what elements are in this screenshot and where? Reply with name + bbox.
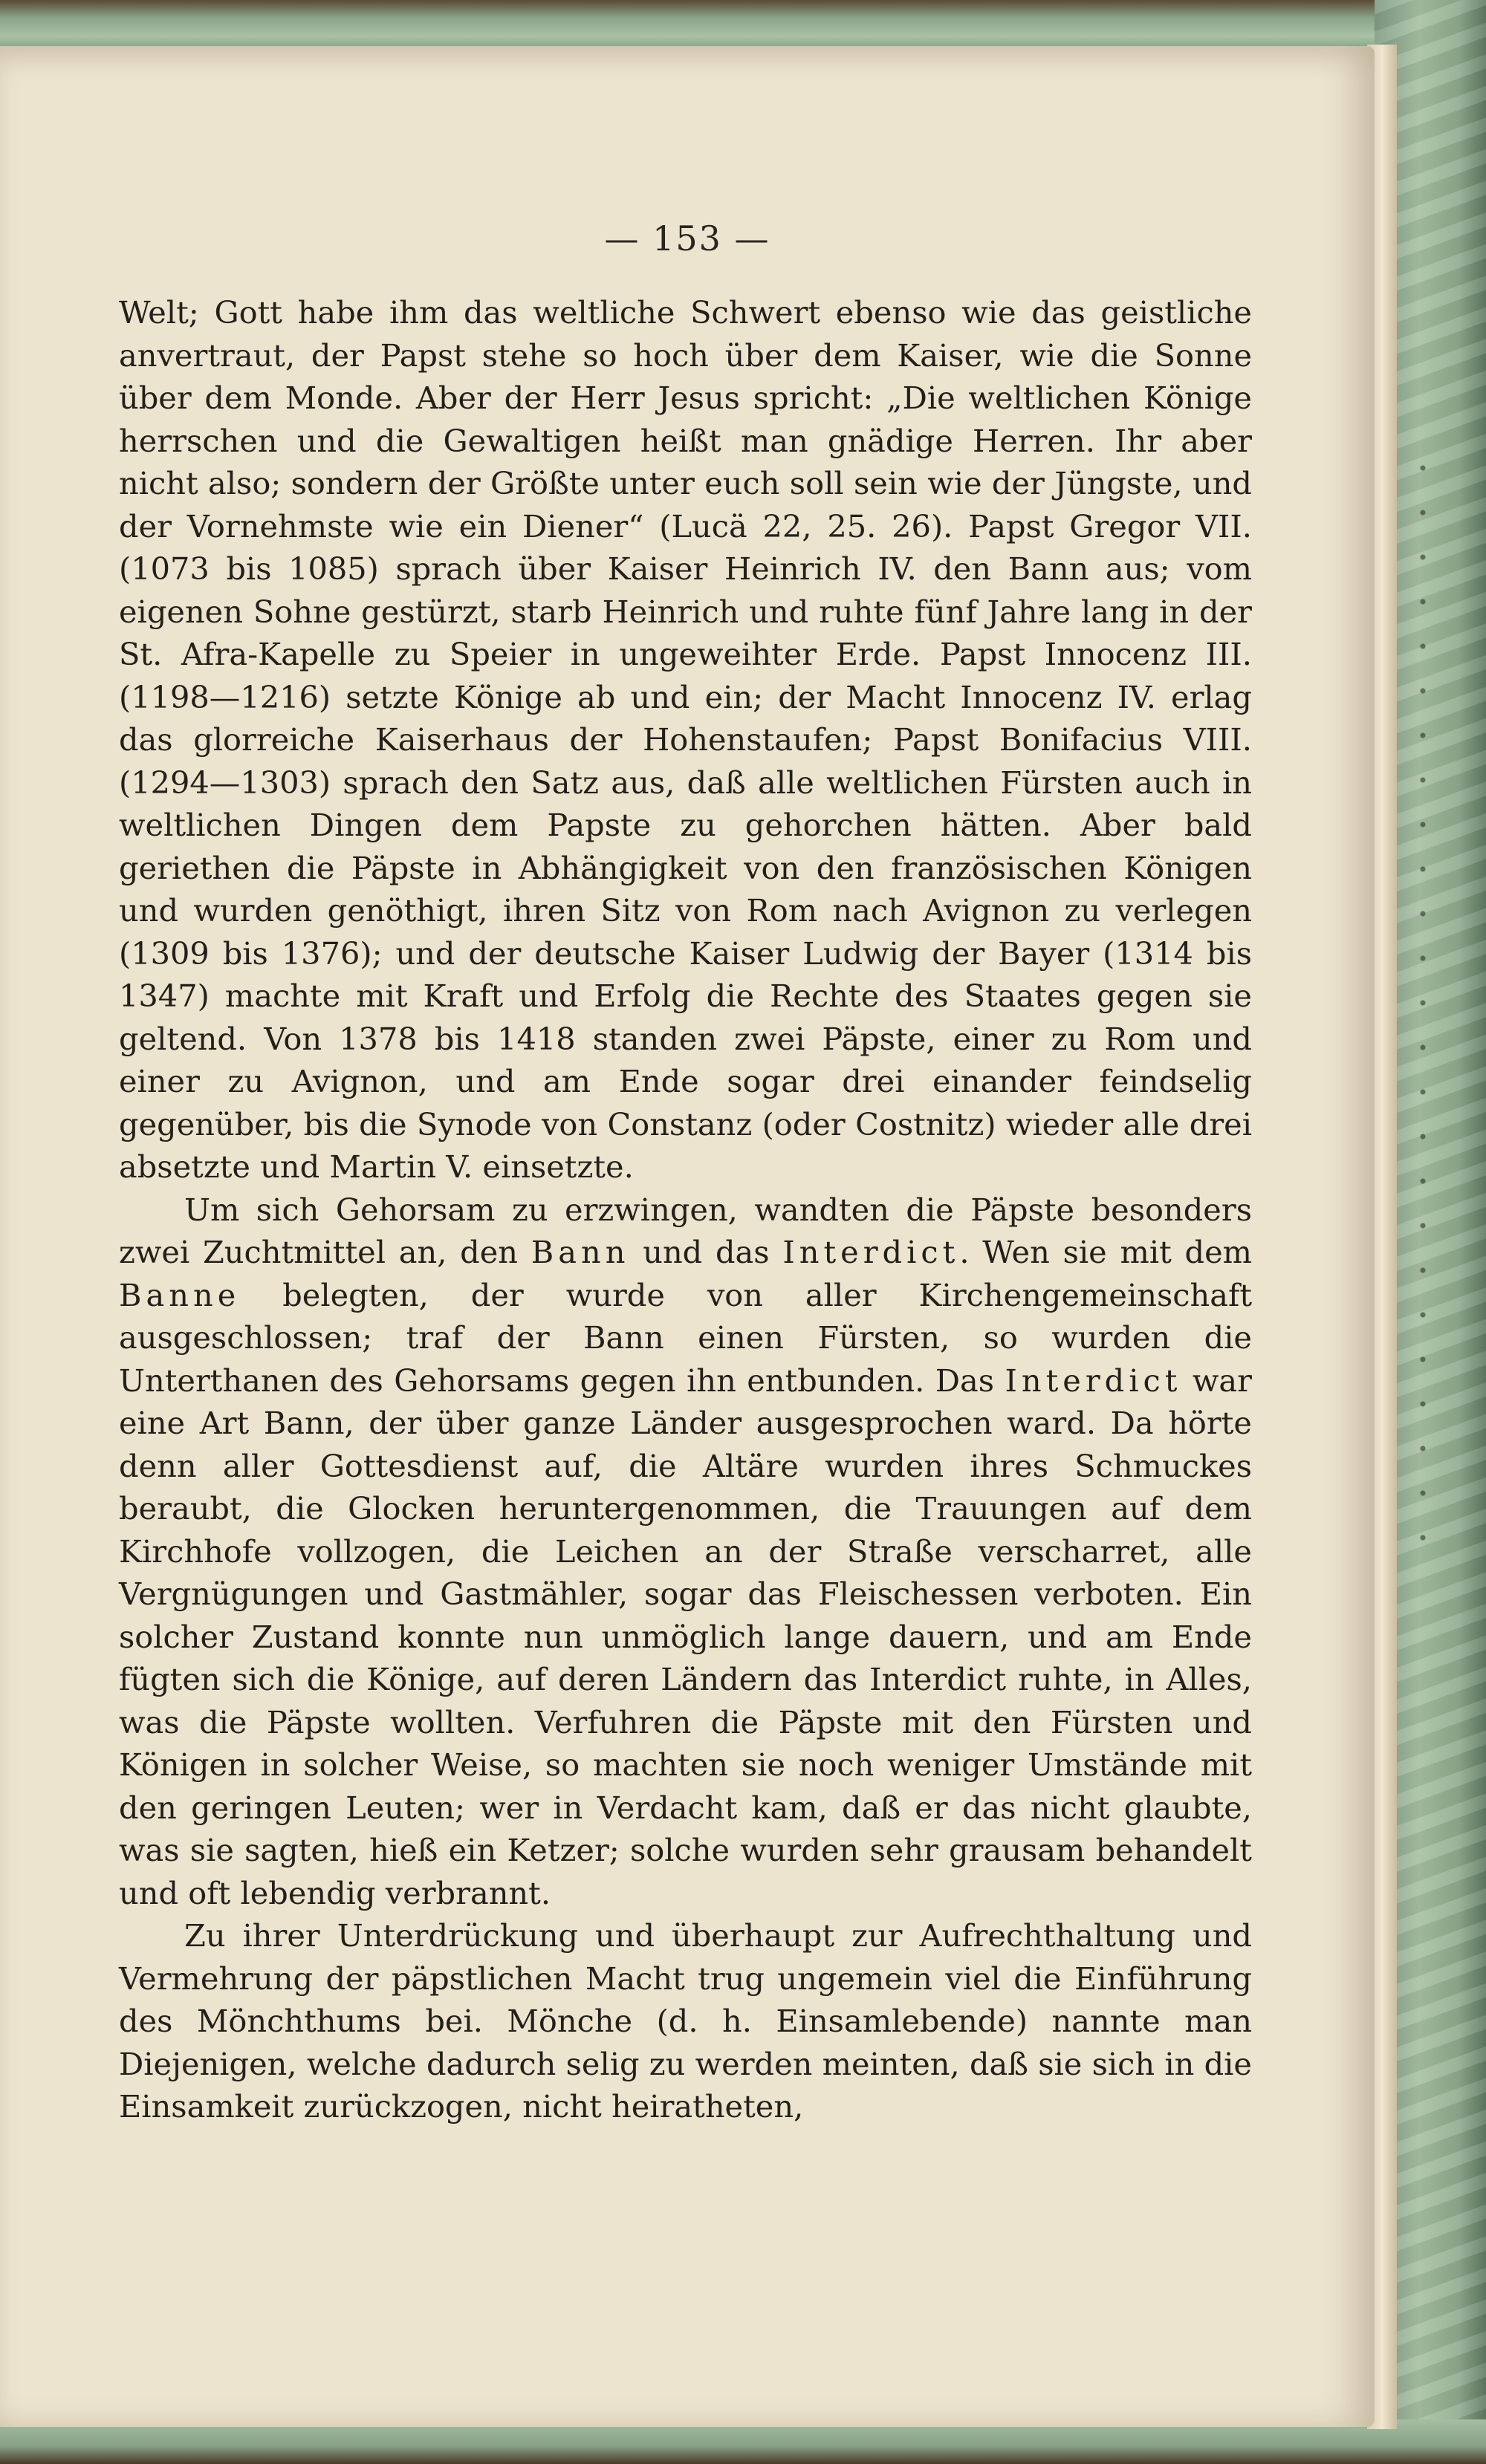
paragraph-text: war eine Art Bann, der über ganze Länder ausgesprochen ward. Da hörte denn aller Gottesdienst auf, die Altäre wurden ihres Schmuckes beraubt, die Glocken heruntergenommen, die Trauungen auf dem Kirchhofe vollzogen, die Leichen an der Straße verscharret, alle Vergnügungen und Gastmähler, sogar das Fleischessen verboten. Ein solcher Zustand konnte nun unmöglich lange dauern, und am Ende fügten sich die Könige, auf deren Ländern das Interdict ruhte, in Alles, was die Päpste wollten. Verfuhren die Päpste mit den Fürsten und Königen in solcher Weise, so machten sie noch weniger Umstände mit den geringen Leuten; wer in Verdacht kam, daß er das nicht glaubte, was sie sagten, hieß ein Ketzer; solche wurden sehr grausam behandelt und oft lebendig verbrannt. xyxy=(119,1362,1253,1911)
body-text xyxy=(119,291,1252,2128)
paragraph-text: Zu ihrer Unterdrückung und überhaupt zur Aufrechthaltung und Vermehrung der päpstlichen Macht trug ungemein viel die Einführung des Mönchthums bei. Mönche (d. h. Einsamlebende) nannte man Diejenigen, welche dadurch selig zu werden meinten, daß sie sich in die Einsamkeit zurückzogen, nicht heiratheten, xyxy=(119,1917,1252,2125)
paragraph-text: belegten, der wurde von aller Kirchengemeinschaft ausgeschlossen; traf der Bann einen Fürsten, so wurden die Unterthanen des Gehorsams gegen ihn entbunden. Das xyxy=(119,1276,1252,1399)
binding-stitch-holes xyxy=(1415,446,1430,1560)
spaced-term: Banne xyxy=(119,1276,241,1313)
book-page xyxy=(0,46,1375,2427)
paragraph-1 xyxy=(119,291,1252,1189)
paragraph-3 xyxy=(119,1914,1252,2128)
paragraph-text: Um sich Gehorsam zu erzwingen, wandten die Päpste besonders zwei Zuchtmittel an, den xyxy=(119,1191,1252,1270)
paragraph-text: Welt; Gott habe ihm das weltliche Schwert ebenso wie das geistliche anvertraut, der Papst stehe so hoch über dem Kaiser, wie die Sonne über dem Monde. Aber der Herr Jesus spricht: „Die weltlichen Könige herrschen und die Gewaltigen heißt man gnädige Herren. Ihr aber nicht also; sondern der Größte unter euch soll sein wie der Jüngste, und der Vornehmste wie ein Diener“ (Lucä 22, 25. 26). Papst Gregor VII. (1073 bis 1085) sprach über Kaiser Heinrich IV. den Bann aus; vom eigenen Sohne gestürzt, starb Heinrich und ruhte fünf Jahre lang in der St. Afra-Kapelle zu Speier in ungeweihter Erde. Papst Innocenz III. (1198—1216) setzte Könige ab und ein; der Macht Innocenz IV. erlag das glorreiche Kaiserhaus der Hohenstaufen; Papst Bonifacius VIII. (1294—1303) sprach den Satz aus, daß alle weltlichen Fürsten auch in weltlichen Dingen dem Papste zu gehorchen hätten. Aber bald geriethen die Päpste in Abhängigkeit von den französischen Königen und wurden genöthigt, ihren Sitz von Rom nach Avignon zu verlegen (1309 bis 1376); und der deutsche Kaiser Ludwig der Bayer (1314 bis 1347) machte mit Kraft und Erfolg die Rechte des Staates gegen sie geltend. Von 1378 bis 1418 standen zwei Päpste, einer zu Rom und einer zu Avignon, und am Ende sogar drei einander feindselig gegenüber, bis die Synode von Constanz (oder Costnitz) wieder alle drei absetzte und Martin V. einsetzte. xyxy=(119,294,1252,1185)
spaced-term: Interdict xyxy=(782,1234,960,1270)
spaced-term: Interdict xyxy=(1005,1362,1182,1399)
paragraph-text: . Wen sie mit dem xyxy=(959,1234,1252,1270)
spaced-term: Bann xyxy=(531,1234,630,1270)
paragraph-2 xyxy=(119,1189,1252,1915)
book-cover-top-edge xyxy=(0,0,1486,52)
page-number-header: — 153 — xyxy=(604,218,770,259)
paragraph-text: und das xyxy=(629,1234,783,1270)
